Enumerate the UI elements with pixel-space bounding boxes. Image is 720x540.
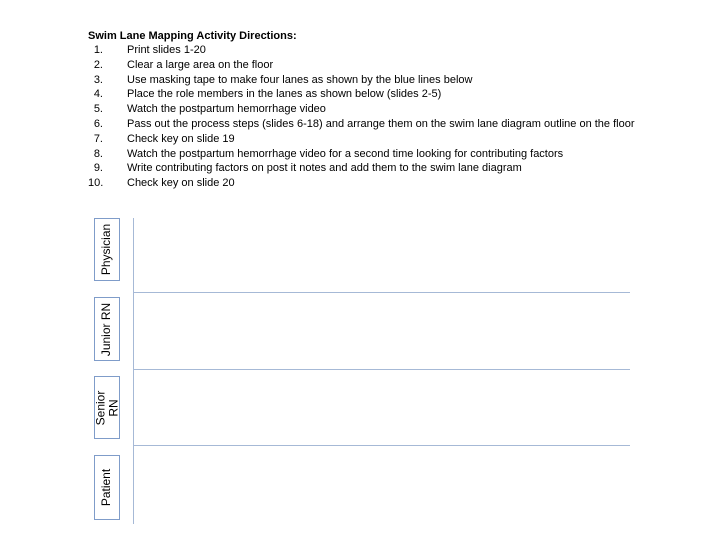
step-number: 7. [93, 132, 103, 145]
directions-step [88, 73, 708, 88]
lane-label-line: Physician [99, 223, 114, 276]
step-number: 9. [93, 162, 103, 175]
step-number: 8. [93, 147, 103, 160]
lane-label-line: Patient [99, 468, 114, 507]
directions-step [88, 58, 708, 73]
step-number: 1. [93, 44, 103, 56]
step-number: 3. [93, 73, 103, 86]
directions-section [88, 29, 708, 191]
step-number: 5. [93, 103, 103, 116]
lane-label-line: Junior RN [99, 302, 114, 356]
directions-step [88, 43, 708, 58]
lane-divider-line [133, 369, 630, 370]
directions-step [88, 132, 708, 147]
step-number: 6. [93, 117, 103, 130]
directions-step [88, 117, 708, 132]
lane-divider-line [133, 445, 630, 446]
step-number: 4. [93, 88, 103, 101]
step-number: 2. [93, 58, 103, 71]
step-text: Write contributing factors on post it notes and add them to the swim lane diagram [127, 162, 522, 175]
step-text: Place the role members in the lanes as shown below (slides 2-5) [127, 88, 442, 101]
directions-step [88, 147, 708, 162]
step-text: Check key on slide 20 [127, 177, 235, 190]
directions-step [88, 87, 708, 102]
directions-step [88, 161, 708, 176]
step-text: Check key on slide 19 [127, 132, 235, 145]
lane-label-junior-rn [94, 297, 120, 361]
lane-label-physician [94, 218, 120, 281]
lane-vertical-divider [133, 218, 134, 524]
lane-label-patient [94, 455, 120, 520]
directions-step [88, 102, 708, 117]
directions-step [88, 176, 708, 191]
step-text: Print slides 1-20 [127, 44, 206, 56]
directions-list [88, 43, 708, 191]
step-text: Use masking tape to make four lanes as shown by the blue lines below [127, 73, 473, 86]
step-text: Watch the postpartum hemorrhage video for a second time looking for contributing factors [127, 147, 564, 160]
lane-label-line: Senior [93, 390, 107, 425]
step-number: 10. [88, 177, 104, 190]
lane-label-senior-rn [94, 376, 120, 439]
step-text: Watch the postpartum hemorrhage video [127, 103, 326, 116]
step-text: Pass out the process steps (slides 6-18) and arrange them on the swim lane diagram outline on the floor [127, 117, 635, 130]
directions-title: Swim Lane Mapping Activity Directions: [88, 30, 297, 42]
step-text: Clear a large area on the floor [127, 58, 274, 71]
lane-divider-line [133, 292, 630, 293]
lane-label-line: RN [106, 398, 120, 417]
